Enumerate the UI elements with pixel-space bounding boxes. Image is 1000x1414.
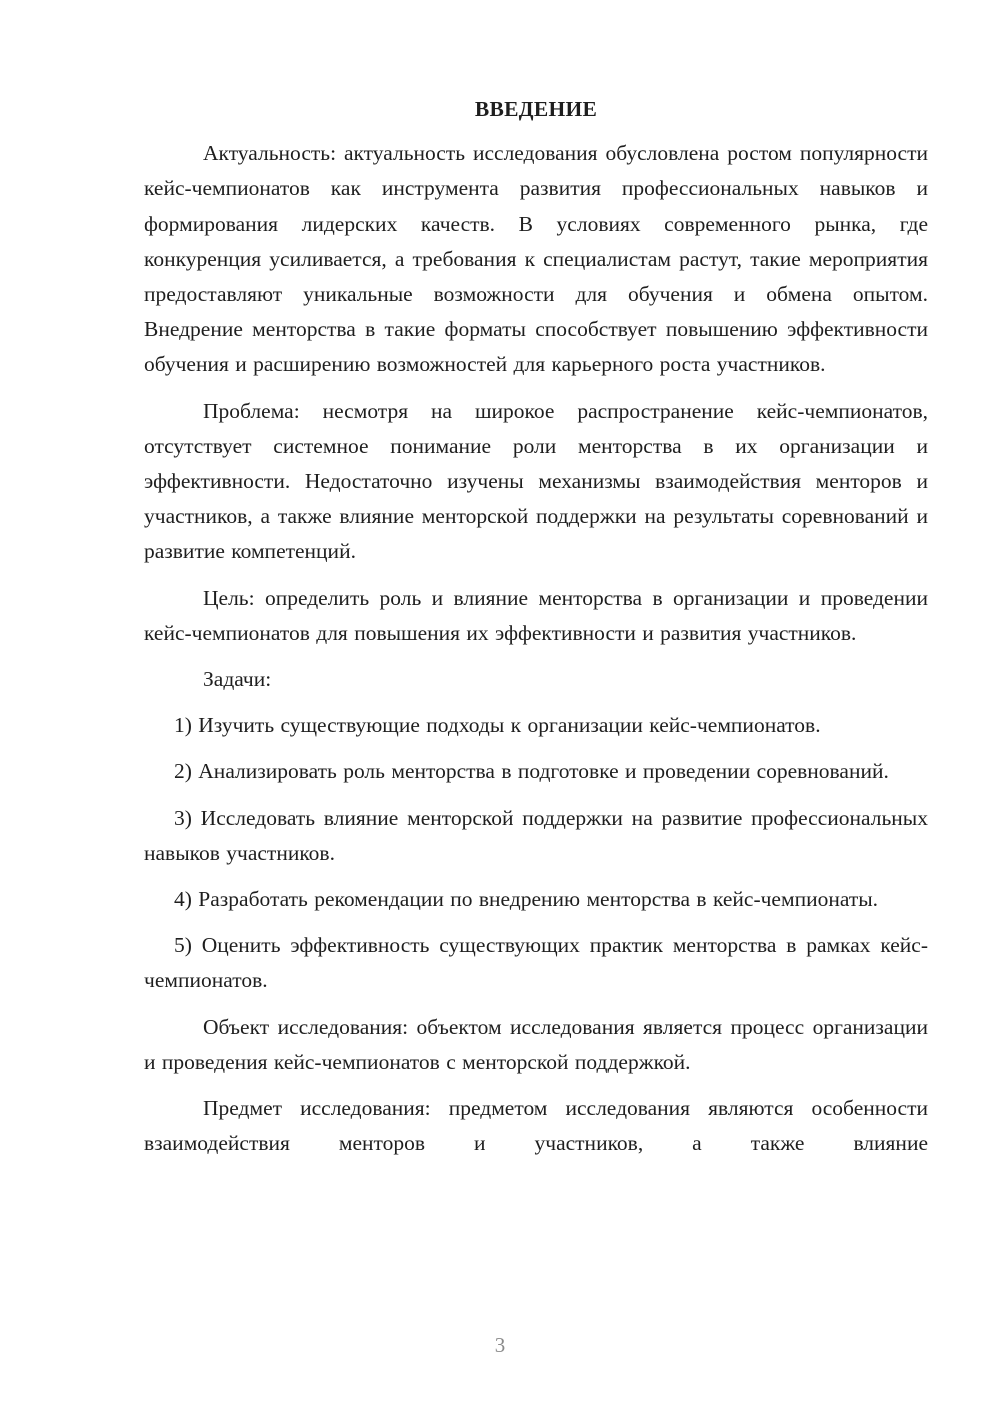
object-paragraph: Объект исследования: объектом исследования является процесс организации и проведения кейс-чемпионатов с менторской поддержкой. [144,1014,928,1074]
task-item-4: 4) Разработать рекомендации по внедрению менторства в кейс-чемпионаты. [174,887,879,912]
goal-paragraph: Цель: определить роль и влияние менторства в организации и проведении кейс-чемпионатов для повышения их эффективности и развития участников. [144,585,928,645]
task-item-3: 3) Исследовать влияние менторской поддержки на развитие профессиональных навыков участников. [144,805,928,865]
subject-paragraph: Предмет исследования: предметом исследования являются особенности взаимодействия менторов и участников, а также влияние [144,1096,928,1156]
relevance-paragraph: Актуальность: актуальность исследования обусловлена ростом популярности кейс-чемпионатов как инструмента развития профессиональных навыков и формирования лидерских качеств. В условиях современного рынка, где конкуренция усиливается, а требования к специалистам растут, такие мероприятия предоставляют уникальные возможности для обучения и обмена опытом. Внедрение менторства в такие форматы способствует повышению эффективности обучения и расширению возможностей для карьерного роста участников. [144,141,928,377]
problem-paragraph: Проблема: несмотря на широкое распространение кейс-чемпионатов, отсутствует системное понимание роли менторства в их организации и эффективности. Недостаточно изучены механизмы взаимодействия менторов и участников, а также влияние менторской поддержки на результаты соревнований и развитие компетенций. [144,398,928,564]
document-page [144,92,928,1161]
task-item-2: 2) Анализировать роль менторства в подготовке и проведении соревнований. [174,759,889,784]
page-number: 3 [494,1333,506,1357]
tasks-heading: Задачи: [203,667,272,692]
section-heading: ВВЕДЕНИЕ [474,97,598,121]
task-item-1: 1) Изучить существующие подходы к организации кейс-чемпионатов. [174,713,821,738]
task-item-5: 5) Оценить эффективность существующих практик менторства в рамках кейс-чемпионатов. [144,933,928,993]
